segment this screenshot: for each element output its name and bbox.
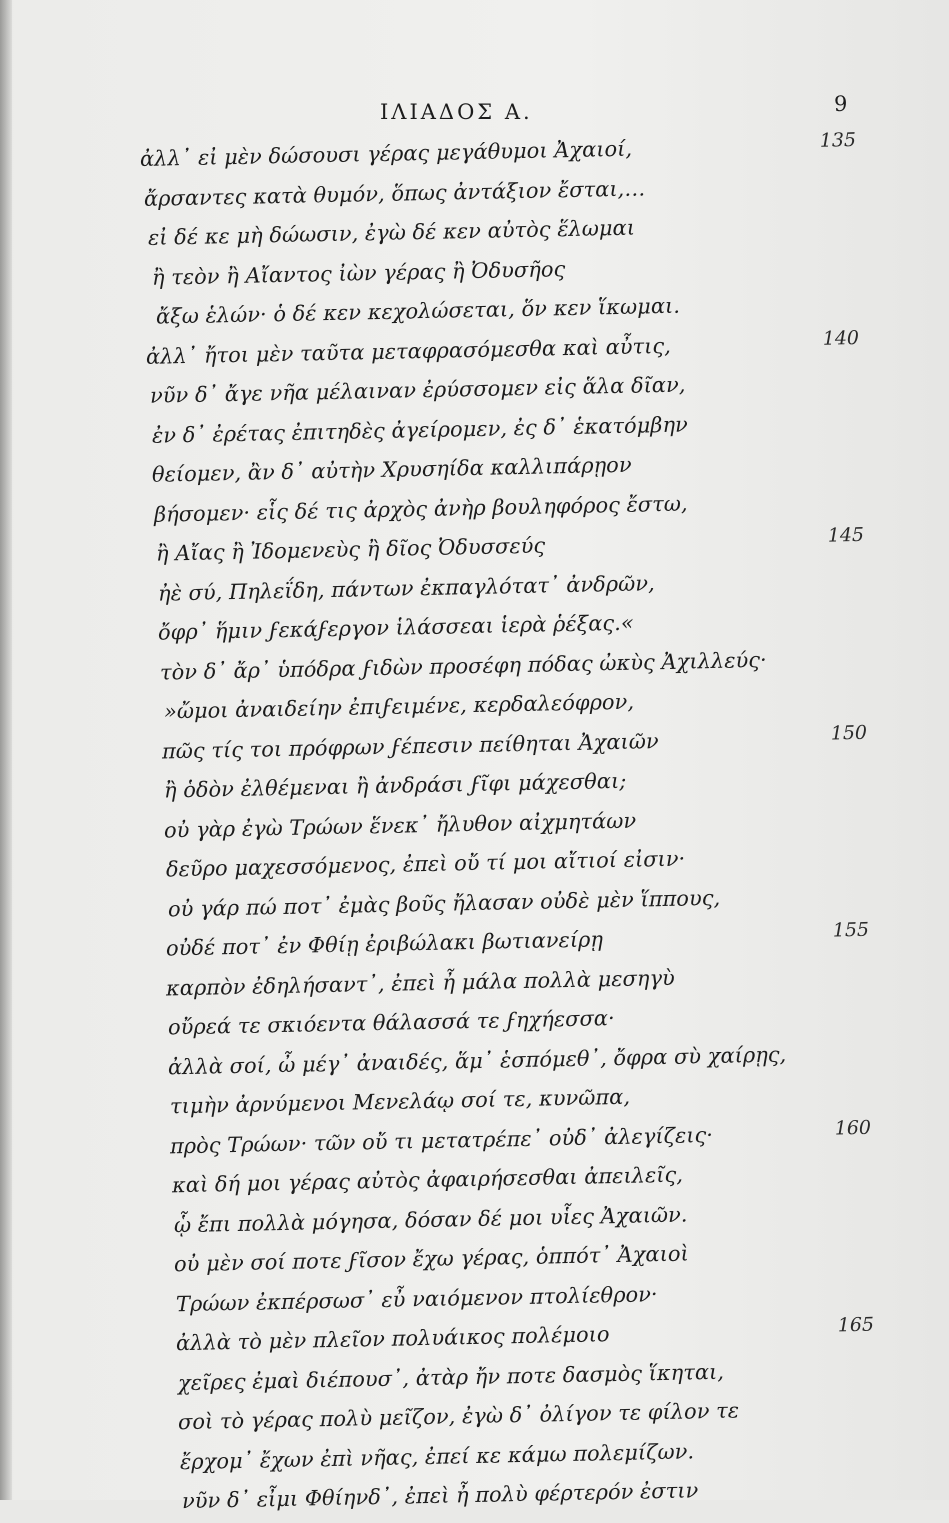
verse-line-text: καὶ δή μοι γέρας αὐτὸς ἀφαιρήσεσθαι ἀπειλεῖς,: [171, 1162, 684, 1198]
verse-line-text: νῦν δ᾽ εἶμι Φθίηνδ᾽, ἐπεὶ ἦ πολὺ φέρτερόν ἐστιν: [181, 1478, 699, 1514]
verse-line-text: βήσομεν· εἷς δέ τις ἀρχὸς ἀνὴρ βουληφόρος ἔστω,: [153, 491, 688, 527]
verse-line-text: οὐ γὰρ ἐγὼ Τρώων ἕνεκ᾽ ἤλυθον αἰχμητάων: [163, 808, 637, 842]
verse-line-text: οὔρεά τε σκιόεντα θάλασσά τε ϝηχήεσσα·: [167, 1006, 615, 1040]
verse-line-text: εἰ δέ κε μὴ δώωσιν, ἐγὼ δέ κεν αὐτὸς ἕλωμαι: [147, 215, 636, 250]
verse-line-text: ἢ ὁδὸν ἐλθέμεναι ἢ ἀνδράσι ϝῖφι μάχεσθαι;: [163, 768, 627, 803]
verse-line-text: ἀλλὰ τὸ μὲν πλεῖον πολυάικος πολέμοιο: [175, 1322, 610, 1356]
verse-line-text: πῶς τίς τοι πρόφρων ϝέπεσιν πείθηται Ἀχαιῶν: [161, 728, 659, 764]
verse-line-text: ἔρχομ᾽ ἔχων ἐπὶ νῆας, ἐπεί κε κάμω πολεμίζων.: [179, 1438, 695, 1474]
verse-line-text: οὐδέ ποτ᾽ ἐν Φθίῃ ἐριβώλακι βωτιανείρῃ: [165, 927, 604, 961]
verse-line-text: σοὶ τὸ γέρας πολὺ μεῖζον, ἐγὼ δ᾽ ὀλίγον τε φίλον τε: [177, 1398, 740, 1435]
verse-line-text: ᾧ ἔπι πολλὰ μόγησα, δόσαν δέ μοι υἷες Ἀχαιῶν.: [173, 1202, 688, 1237]
verse-line-text: τὸν δ᾽ ἄρ᾽ ὑπόδρα ϝιδὼν προσέφη πόδας ὠκὺς Ἀχιλλεύς·: [159, 647, 767, 685]
page-number: 9: [834, 92, 848, 116]
verse-line-text: ἠὲ σύ, Πηλεΐδη, πάντων ἐκπαγλότατ᾽ ἀνδρῶν,: [157, 570, 655, 606]
verse-line-text: Τρώων ἐκπέρσωσ᾽ εὖ ναιόμενον πτολίεθρον·: [175, 1281, 658, 1316]
verse-line-text: ἀλλὰ σοί, ὦ μέγ᾽ ἀναιδές, ἅμ᾽ ἑσπόμεθ᾽, ὄφρα σὺ χαίρῃς,: [167, 1041, 787, 1079]
verse-line-text: οὐ γάρ πώ ποτ᾽ ἐμὰς βοῦς ἤλασαν οὐδὲ μὲν ἵππους,: [167, 885, 721, 921]
page-binding-edge: [0, 0, 12, 1500]
running-head: ΙΛΙΑΔΟΣ Α.: [380, 100, 533, 124]
line-number: 145: [827, 523, 865, 547]
verse-line-text: ἄρσαντες κατὰ θυμόν, ὅπως ἀντάξιον ἔσται,…: [143, 175, 646, 211]
verse-line-text: χεῖρες ἐμαὶ διέπουσ᾽, ἀτὰρ ἤν ποτε δασμὸς ἵκηται,: [177, 1359, 725, 1395]
line-number: 150: [830, 721, 868, 745]
verse-line-text: νῦν δ᾽ ἄγε νῆα μέλαιναν ἐρύσσομεν εἰς ἅλα δῖαν,: [149, 372, 686, 408]
verse-line-text: ἢ Αἴας ἢ Ἰδομενεὺς ἢ δῖος Ὀδυσσεύς: [155, 533, 546, 566]
verse-line-text: θείομεν, ἂν δ᾽ αὐτὴν Χρυσηίδα καλλιπάρῃον: [151, 452, 632, 487]
verse-line-text: καρπὸν ἐδηλήσαντ᾽, ἐπεὶ ἦ μάλα πολλὰ μεσηγὺ: [165, 965, 676, 1000]
verse-line-text: »ὤμοι ἀναιδείην ἐπιϝειμένε, κερδαλεόφρον,: [163, 689, 635, 724]
verse-line-text: ἀλλ᾽ ἤτοι μὲν ταῦτα μεταφρασόμεσθα καὶ αὖτις,: [145, 333, 672, 369]
verse-line-text: ἐν δ᾽ ἐρέτας ἐπιτηδὲς ἀγείρομεν, ἐς δ᾽ ἑκατόμβην: [151, 412, 689, 448]
verse-line-text: πρὸς Τρώων· τῶν οὔ τι μετατρέπε᾽ οὐδ᾽ ἀλεγίζεις·: [169, 1122, 714, 1158]
verse-line-text: ὄφρ᾽ ἥμιν ϝεκάϝεργον ἱλάσσεαι ἱερὰ ῥέξας.«: [157, 610, 634, 645]
verse-line-text: ἀλλ᾽ εἰ μὲν δώσουσι γέρας μεγάθυμοι Ἀχαιοί,: [139, 136, 633, 171]
verse-line-text: ἢ τεὸν ἢ Αἴαντος ἰὼν γέρας ἢ Ὀδυσῆος: [151, 256, 566, 290]
verse-text-block: [139, 129, 875, 1523]
verse-line-text: ἄξω ἑλών· ὁ δέ κεν κεχολώσεται, ὅν κεν ἵκωμαι.: [155, 293, 681, 329]
line-number: 140: [822, 326, 860, 350]
line-number: 155: [832, 918, 870, 942]
line-number: 160: [834, 1116, 872, 1139]
line-number: 135: [819, 129, 857, 152]
verse-line-text: τιμὴν ἀρνύμενοι Μενελάῳ σοί τε, κυνῶπα,: [169, 1084, 631, 1119]
verse-line-text: δεῦρο μαχεσσόμενος, ἐπεὶ οὔ τί μοι αἴτιοί εἰσιν·: [165, 846, 686, 882]
verse-line-text: οὐ μὲν σοί ποτε ϝῖσον ἔχω γέρας, ὁππότ᾽ Ἀχαιοὶ: [173, 1241, 689, 1277]
line-number: 165: [837, 1313, 875, 1337]
